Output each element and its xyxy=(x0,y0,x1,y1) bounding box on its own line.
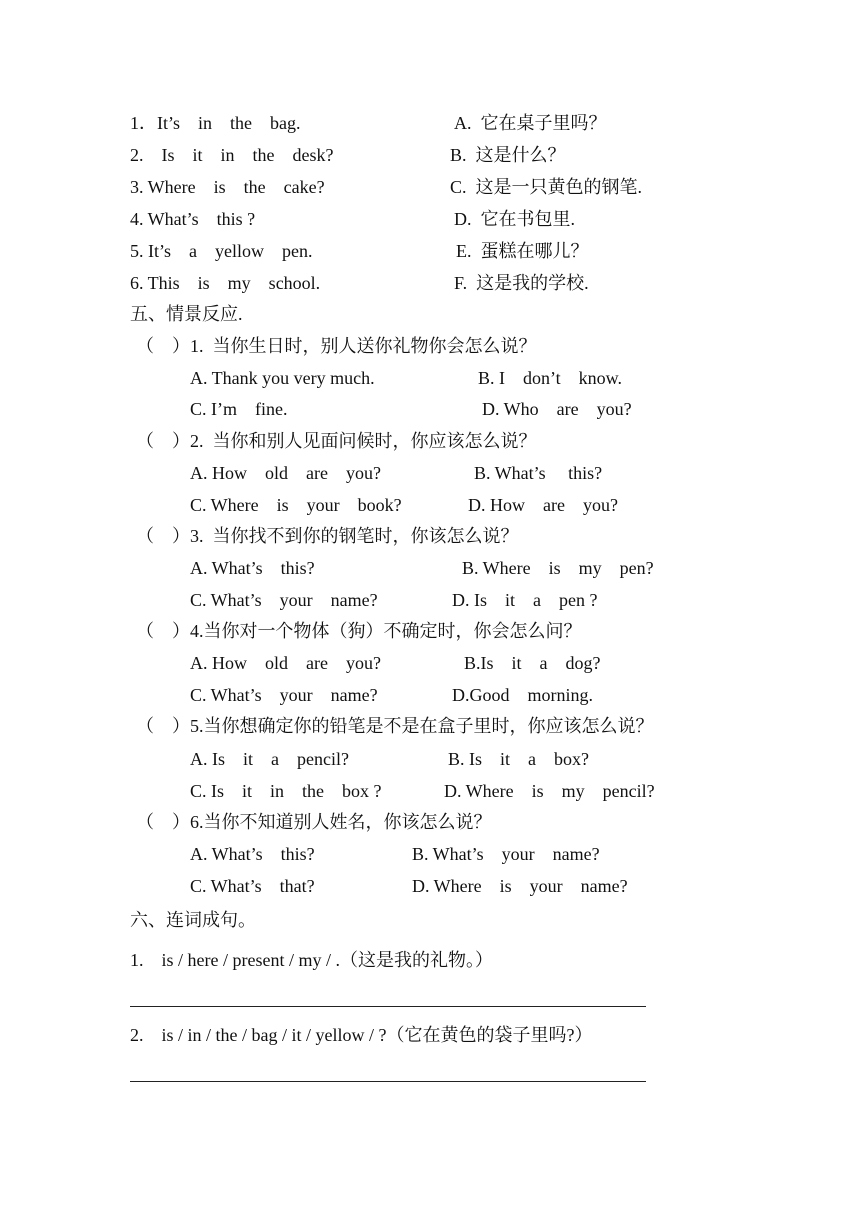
question-6-option-c: C. What’s that? xyxy=(190,876,315,896)
sentence-item-2: 2. is / in / the / bag / it / yellow / ?（它在黄色的袋子里吗?） xyxy=(130,1025,593,1045)
question-4-stem: （ ）4.当你对一个物体（狗）不确定时，你会怎么问？ xyxy=(136,621,582,641)
answer-line-1 xyxy=(130,1006,646,1007)
section6-heading: 六、连词成句。 xyxy=(130,910,256,930)
question-4-option-c: C. What’s your name? xyxy=(190,685,378,705)
match-left-2: 2. Is it in the desk? xyxy=(130,145,334,165)
question-3-option-d: D. Is it a pen ? xyxy=(452,590,598,610)
match-left-4: 4. What’s this ? xyxy=(130,209,256,229)
question-5-stem: （ ）5.当你想确定你的铅笔是不是在盒子里时，你应该怎么说？ xyxy=(136,716,654,736)
question-4-option-d: D.Good morning. xyxy=(452,685,593,705)
question-2-option-d: D. How are you? xyxy=(468,495,618,515)
question-1-stem: （ ）1. 当你生日时，别人送你礼物你会怎么说？ xyxy=(136,336,537,356)
question-3-option-a: A. What’s this? xyxy=(190,558,315,578)
match-right-a: A. 它在桌子里吗？ xyxy=(454,113,607,133)
question-5-option-b: B. Is it a box? xyxy=(448,749,589,769)
question-6-option-b: B. What’s your name? xyxy=(412,844,600,864)
question-5-option-c: C. Is it in the box ? xyxy=(190,781,382,801)
question-6-stem: （ ）6.当你不知道别人姓名，你该怎么说？ xyxy=(136,812,492,832)
question-2-stem: （ ）2. 当你和别人见面问候时，你应该怎么说？ xyxy=(136,431,537,451)
section5-heading: 五、情景反应. xyxy=(130,304,243,324)
question-1-option-d: D. Who are you? xyxy=(482,399,632,419)
match-left-3: 3. Where is the cake? xyxy=(130,177,325,197)
match-right-b: B. 这是什么？ xyxy=(450,145,566,165)
sentence-item-1: 1. is / here / present / my / .（这是我的礼物。） xyxy=(130,950,493,970)
question-1-option-a: A. Thank you very much. xyxy=(190,368,375,388)
match-right-e: E. 蛋糕在哪儿？ xyxy=(456,241,589,261)
match-right-d: D. 它在书包里. xyxy=(454,209,575,229)
question-2-option-b: B. What’s this? xyxy=(474,463,603,483)
match-right-f: F. 这是我的学校. xyxy=(454,273,589,293)
question-2-option-c: C. Where is your book? xyxy=(190,495,402,515)
match-left-6: 6. This is my school. xyxy=(130,273,321,293)
question-1-option-c: C. I’m fine. xyxy=(190,399,288,419)
question-4-option-b: B.Is it a dog? xyxy=(464,653,601,673)
question-6-option-d: D. Where is your name? xyxy=(412,876,628,896)
answer-line-2 xyxy=(130,1081,646,1082)
match-left-1: 1．It’s in the bag. xyxy=(130,113,301,133)
question-3-option-b: B. Where is my pen? xyxy=(462,558,654,578)
question-5-option-a: A. Is it a pencil? xyxy=(190,749,349,769)
match-right-c: C. 这是一只黄色的钢笔. xyxy=(450,177,643,197)
match-left-5: 5. It’s a yellow pen. xyxy=(130,241,313,261)
question-3-stem: （ ）3. 当你找不到你的钢笔时，你该怎么说？ xyxy=(136,526,519,546)
question-3-option-c: C. What’s your name? xyxy=(190,590,378,610)
question-2-option-a: A. How old are you? xyxy=(190,463,381,483)
question-5-option-d: D. Where is my pencil? xyxy=(444,781,655,801)
question-4-option-a: A. How old are you? xyxy=(190,653,381,673)
question-1-option-b: B. I don’t know. xyxy=(478,368,622,388)
question-6-option-a: A. What’s this? xyxy=(190,844,315,864)
